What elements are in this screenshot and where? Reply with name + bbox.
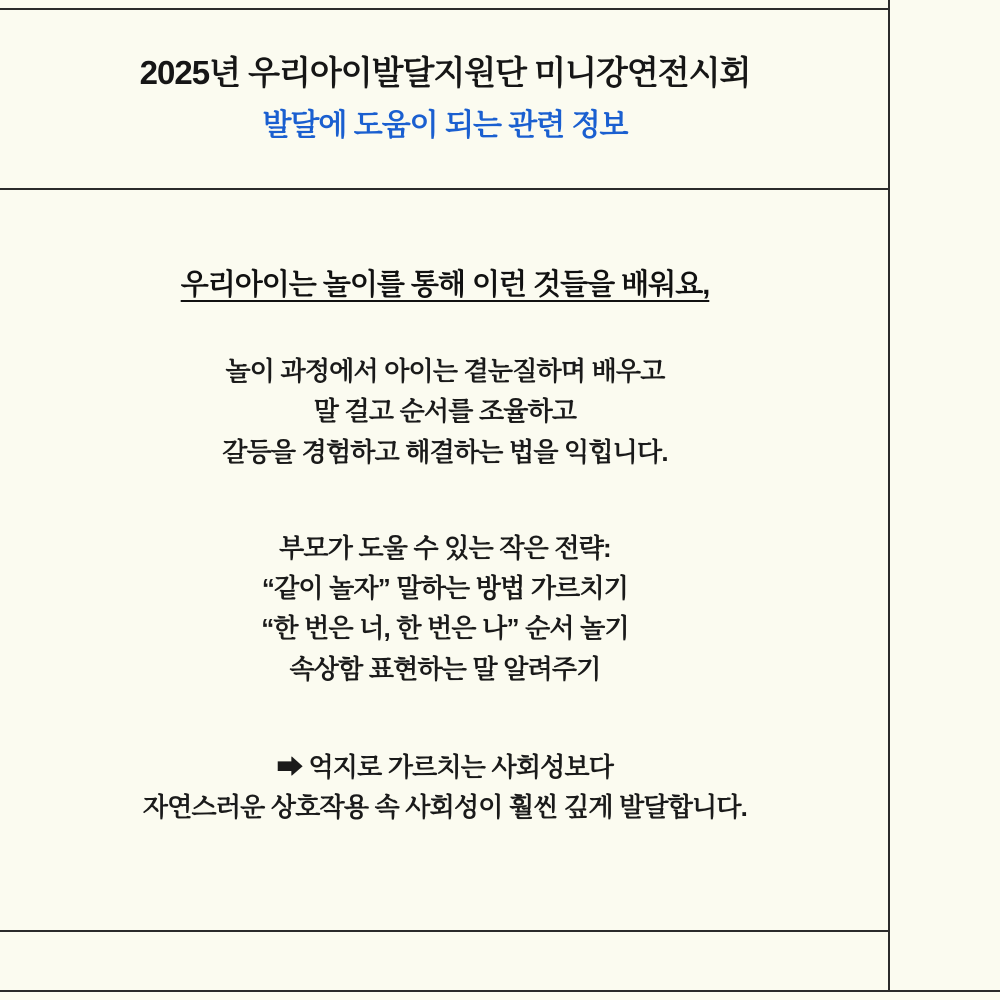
paragraph-conclusion-line-1: ➡ 억지로 가르치는 사회성보다 — [276, 752, 614, 783]
paragraph-learning-line-2: 말 걸고 순서를 조율하고 — [313, 396, 577, 427]
page-subtitle: 발달에 도움이 되는 관련 정보 — [262, 108, 628, 142]
paragraph-conclusion-line-2: 자연스러운 상호작용 속 사회성이 훨씬 깊게 발달합니다. — [142, 792, 748, 823]
paragraph-conclusion — [20, 747, 870, 828]
page-title: 2025년 우리아이발달지원단 미니강연전시회 — [139, 53, 751, 91]
paragraph-learning-line-3: 갈등을 경험하고 해결하는 법을 익힙니다. — [222, 436, 668, 467]
paragraph-learning-line-1: 놀이 과정에서 아이는 곁눈질하며 배우고 — [225, 356, 665, 386]
paragraph-strategies-line-4: 속상함 표현하는 말 알려주기 — [289, 653, 601, 684]
divider-bottom — [0, 930, 890, 932]
header — [0, 8, 890, 188]
paragraph-strategies-line-2: “같이 놀자” 말하는 방법 가르치기 — [261, 573, 629, 604]
section-heading: 우리아이는 놀이를 통해 이런 것들을 배워요, — [180, 269, 710, 301]
divider-bottom-outer — [0, 990, 1000, 992]
paragraph-strategies — [20, 528, 870, 689]
paragraph-strategies-line-1: 부모가 도울 수 있는 작은 전략: — [279, 532, 611, 563]
content-body — [0, 190, 890, 930]
paragraph-learning — [20, 351, 870, 472]
paragraph-strategies-line-3: “한 번은 너, 한 번은 나” 순서 놀기 — [261, 613, 629, 644]
